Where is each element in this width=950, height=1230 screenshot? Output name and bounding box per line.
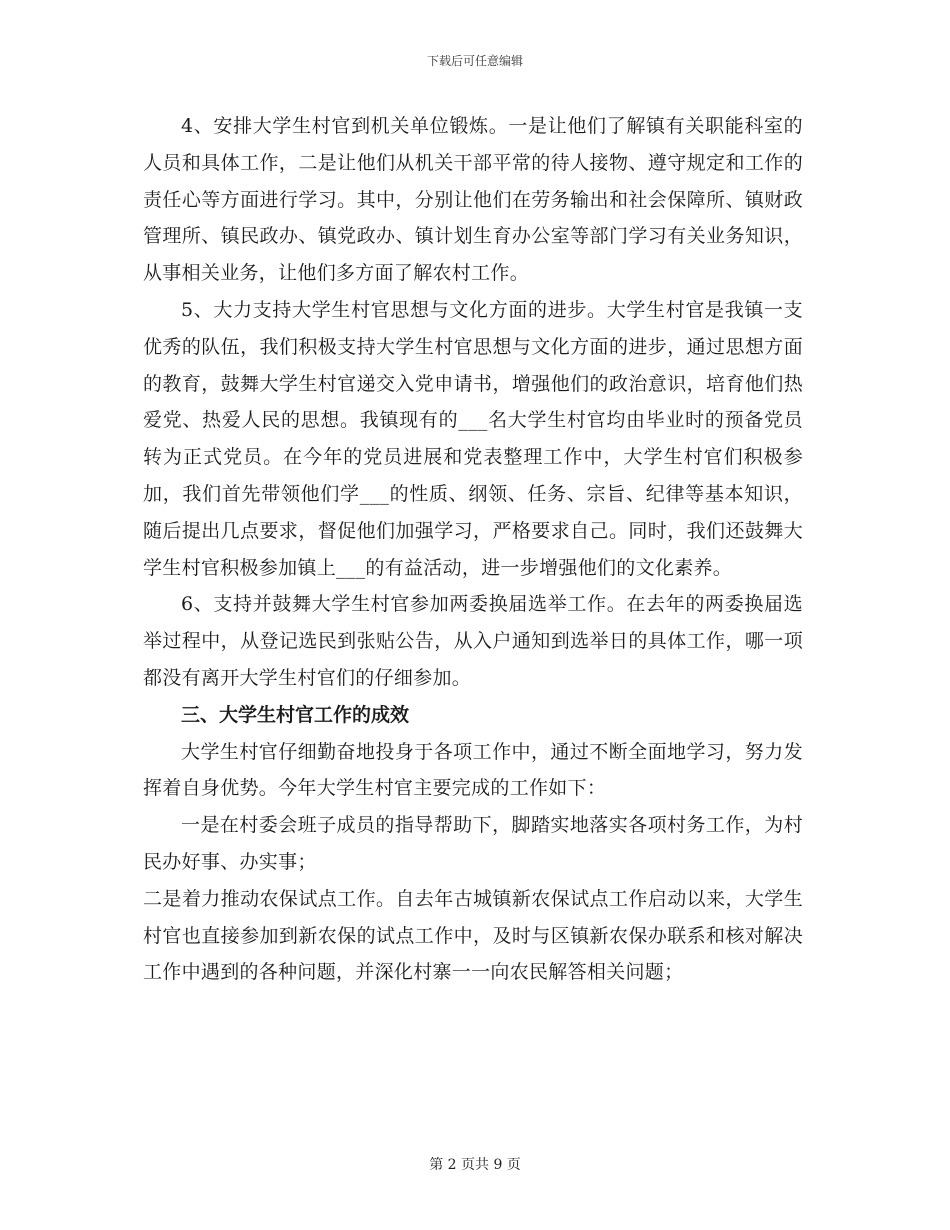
- section-3-item-1: 一是在村委会班子成员的指导帮助下，脚踏实地落实各项村务工作，为村民办好事、办实事；: [143, 814, 803, 873]
- section-3-intro: 大学生村官仔细勤奋地投身于各项工作中，通过不断全面地学习，努力发挥着自身优势。今年大学生村官主要完成的工作如下：: [143, 740, 803, 800]
- paragraph-item-5: 5、大力支持大学生村官思想与文化方面的进步。大学生村官是我镇一支优秀的队伍，我们积极支持大学生村官思想与文化方面的进步，通过思想方面的教育，鼓舞大学生村官递交入党申请书，增强他们的政治意识，培育他们热爱党、热爱人民的思想。我镇现有的___名大学生村官均由毕业时的预备党员转为正式党员。在今年的党员进展和党表整理工作中，大学生村官们积极参加，我们首先带领他们学___的性质、纲领、任务、宗旨、纪律等基本知识，随后提出几点要求，督促他们加强学习，严格要求自己。同时，我们还鼓舞大学生村官积极参加镇上___的有益活动，进一步增强他们的文化素养。: [143, 298, 803, 579]
- document-body: [143, 108, 803, 991]
- section-heading-3: 三、大学生村官工作的成效: [181, 703, 410, 726]
- paragraph-item-4: 4、安排大学生村官到机关单位锻炼。一是让他们了解镇有关职能科室的人员和具体工作，二是让他们从机关干部平常的待人接物、遵守规定和工作的责任心等方面进行学习。其中，分别让他们在劳务输出和社会保障所、镇财政管理所、镇民政办、镇党政办、镇计划生育办公室等部门学习有关业务知识，从事相关业务，让他们多方面了解农村工作。: [143, 115, 803, 285]
- page-number: 第 2 页共 9 页: [429, 1157, 521, 1173]
- paragraph-item-6: 6、支持并鼓舞大学生村官参加两委换届选举工作。在去年的两委换届选举过程中，从登记选民到张贴公告，从入户通知到选举日的具体工作，哪一项都没有离开大学生村官们的仔细参加。: [143, 593, 803, 689]
- page-header: 下载后可任意编辑: [426, 54, 523, 68]
- section-3-item-2: 二是着力推动农保试点工作。自去年古城镇新农保试点工作启动以来，大学生村官也直接参加到新农保的试点工作中，及时与区镇新农保办联系和核对解决工作中遇到的各种问题，并深化村寨一一向农民解答相关问题；: [143, 887, 803, 984]
